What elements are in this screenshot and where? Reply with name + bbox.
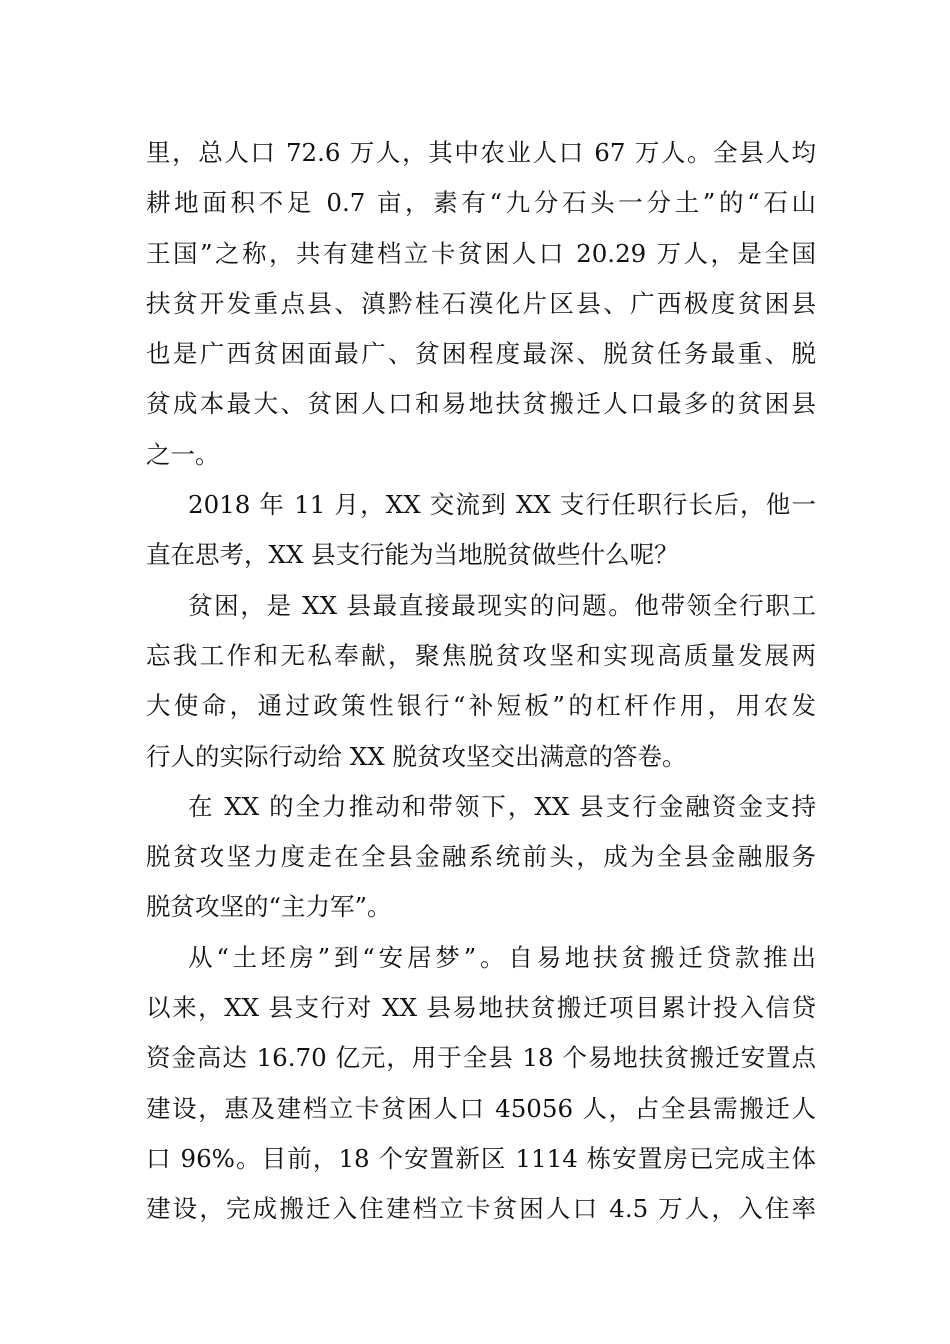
paragraph-1-line-1: 里，总人口 72.6 万人，其中农业人口 67 万人。全县人均 (146, 138, 816, 167)
paragraph-1-line-3: 王国”之称，共有建档立卡贫困人口 20.29 万人，是全国 (146, 238, 816, 268)
paragraph-4-line-3: 脱贫攻坚的“主力军”。 (146, 892, 392, 922)
paragraph-5-line-6: 建设，完成搬迁入住建档立卡贫困人口 4.5 万人，入住率 (146, 1194, 816, 1224)
paragraph-1-line-6: 贫成本最大、贫困人口和易地扶贫搬迁人口最多的贫困县 (146, 389, 816, 419)
paragraph-5-line-3: 资金高达 16.70 亿元，用于全县 18 个易地扶贫搬迁安置点 (146, 1043, 816, 1073)
paragraph-5-line-2: 以来，XX 县支行对 XX 县易地扶贫搬迁项目累计投入信贷 (146, 993, 816, 1023)
paragraph-4-line-1: 在 XX 的全力推动和带领下，XX 县支行金融资金支持 (188, 791, 816, 821)
paragraph-3-line-3: 大使命，通过政策性银行“补短板”的杠杆作用，用农发 (146, 691, 816, 721)
paragraph-5-line-4: 建设，惠及建档立卡贫困人口 45056 人，占全县需搬迁人 (146, 1093, 816, 1123)
paragraph-1-line-4: 扶贫开发重点县、滇黔桂石漠化片区县、广西极度贫困县 (146, 288, 816, 318)
paragraph-1-line-2: 耕地面积不足 0.7 亩，素有“九分石头一分土”的“石山 (146, 188, 816, 218)
paragraph-5-line-1: 从“土坯房”到“安居梦”。自易地扶贫搬迁贷款推出 (188, 942, 816, 972)
paragraph-5-line-5: 口 96%。目前，18 个安置新区 1114 栋安置房已完成主体 (146, 1143, 816, 1173)
body-text (146, 128, 816, 1235)
paragraph-2-line-2: 直在思考，XX 县支行能为当地脱贫做些什么呢？ (146, 540, 679, 570)
paragraph-4-line-2: 脱贫攻坚力度走在全县金融系统前头，成为全县金融服务 (146, 842, 816, 872)
paragraph-2-line-1: 2018 年 11 月，XX 交流到 XX 支行任职行长后，他一 (188, 490, 816, 520)
paragraph-1-line-5: 也是广西贫困面最广、贫困程度最深、脱贫任务最重、脱 (146, 339, 816, 369)
paragraph-1-line-7: 之一。 (146, 439, 220, 469)
paragraph-3-line-1: 贫困，是 XX 县最直接最现实的问题。他带领全行职工 (188, 590, 816, 620)
paragraph-3-line-4: 行人的实际行动给 XX 脱贫攻坚交出满意的答卷。 (146, 741, 687, 771)
paragraph-3-line-2: 忘我工作和无私奉献，聚焦脱贫攻坚和实现高质量发展两 (146, 640, 816, 670)
